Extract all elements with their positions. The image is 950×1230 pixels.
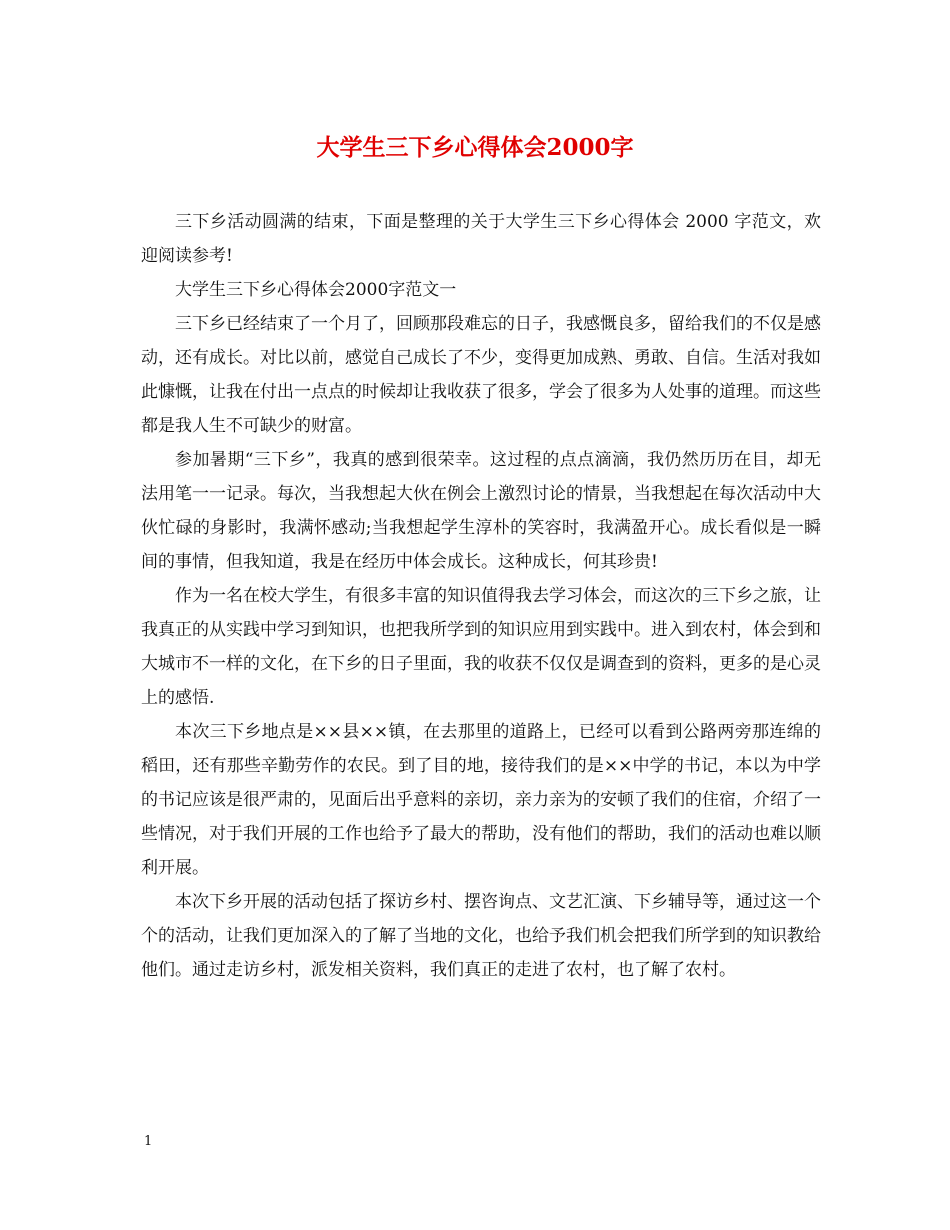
body-paragraph: 参加暑期“三下乡”，我真的感到很荣幸。这过程的点点滴滴，我仍然历历在目，却无法用笔一一记录。每次，当我想起大伙在例会上激烈讨论的情景，当我想起在每次活动中大伙忙碌的身影时，我满怀感动;当我想起学生淳朴的笑容时，我满盈开心。成长看似是一瞬间的事情，但我知道，我是在经历中体会成长。这种成长，何其珍贵! <box>141 450 821 572</box>
intro-paragraph: 三下乡活动圆满的结束，下面是整理的关于大学生三下乡心得体会 2000 字范文，欢迎阅读参考! <box>141 212 821 266</box>
section-heading: 大学生三下乡心得体会2000字范文一 <box>175 280 457 300</box>
body-paragraph: 本次三下乡地点是××县××镇，在去那里的道路上，已经可以看到公路两旁那连绵的稻田，还有那些辛勤劳作的农民。到了目的地，接待我们的是××中学的书记，本以为中学的书记应该是很严肃的，见面后出乎意料的亲切，亲力亲为的安顿了我们的住宿，介绍了一些情况，对于我们开展的工作也给予了最大的帮助，没有他们的帮助，我们的活动也难以顺利开展。 <box>141 722 821 878</box>
body-paragraph: 本次下乡开展的活动包括了探访乡村、摆咨询点、文艺汇演、下乡辅导等，通过这一个个的活动，让我们更加深入的了解了当地的文化，也给予我们机会把我们所学到的知识教给他们。通过走访乡村，派发相关资料，我们真正的走进了农村，也了解了农村。 <box>141 892 821 980</box>
body-paragraph: 作为一名在校大学生，有很多丰富的知识值得我去学习体会，而这次的三下乡之旅，让我真正的从实践中学习到知识，也把我所学到的知识应用到实践中。进入到农村，体会到和大城市不一样的文化，在下乡的日子里面，我的收获不仅仅是调查到的资料，更多的是心灵上的感悟. <box>141 586 821 708</box>
body-paragraph: 三下乡已经结束了一个月了，回顾那段难忘的日子，我感慨良多，留给我们的不仅是感动，还有成长。对比以前，感觉自己成长了不少，变得更加成熟、勇敢、自信。生活对我如此慷慨，让我在付出一点点的时候却让我收获了很多，学会了很多为人处事的道理。而这些都是我人生不可缺少的财富。 <box>141 314 821 436</box>
page-number: 1 <box>144 1134 153 1149</box>
document-title: 大学生三下乡心得体会2000字 <box>316 134 634 161</box>
document-body <box>141 205 821 987</box>
